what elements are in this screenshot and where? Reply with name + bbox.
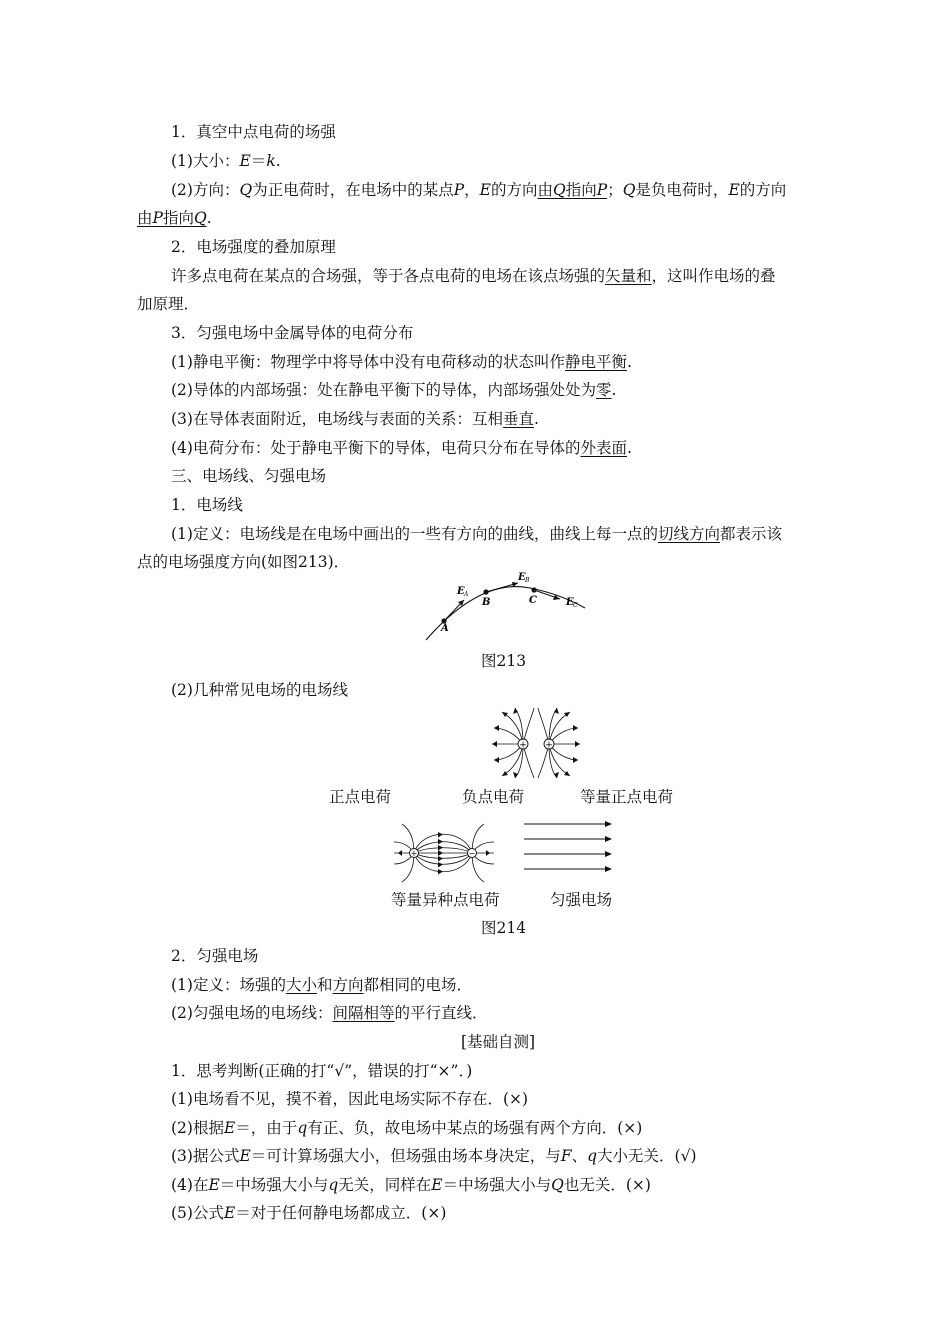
label-c: C — [529, 595, 537, 606]
svg-text:−: − — [468, 849, 476, 858]
svg-text:+: + — [519, 740, 527, 751]
self-test-heading: [基础自测] — [461, 1033, 536, 1051]
equal-positive-charges-diagram — [490, 706, 580, 778]
uniform-definition: (1)定义：场强的大小和方向都相同的电场． — [171, 976, 473, 994]
caption-opposite-charges: 等量异种点电荷 — [391, 891, 500, 909]
heading-superposition: 2．电场强度的叠加原理 — [171, 238, 336, 256]
caption-positive-charge: 正点电荷 — [329, 788, 392, 806]
svg-text:+: + — [545, 740, 553, 751]
superposition-text-cont: 加原理． — [137, 295, 200, 313]
heading-point-charge-field: 1．真空中点电荷的场强 — [171, 123, 336, 141]
judgment-item-1: (1)电场看不见，摸不着，因此电场实际不存在．(×) — [171, 1090, 529, 1108]
figure-213-caption: 图213 — [481, 652, 527, 670]
caption-uniform-field: 匀强电场 — [550, 891, 613, 909]
label-eb: E — [518, 572, 526, 583]
judgment-item-5: (5)公式E＝对于任何静电场都成立．(×) — [171, 1204, 447, 1222]
caption-negative-charge: 负点电荷 — [462, 788, 525, 806]
heading-section-three: 三、电场线、匀强电场 — [171, 467, 327, 485]
charge-distribution-line: (4)电荷分布：处于静电平衡下的导体，电荷只分布在导体的外表面. — [171, 439, 632, 457]
uniform-field-lines: (2)匀强电场的电场线：间隔相等的平行直线． — [171, 1004, 488, 1022]
field-line-definition: (1)定义：电场线是在电场中画出的一些有方向的曲线，曲线上每一点的切线方向都表示该 — [171, 525, 782, 543]
heading-uniform-field: 2．匀强电场 — [171, 947, 259, 965]
direction-line-cont: 由P指向Q. — [137, 209, 212, 227]
opposite-charges-diagram — [392, 822, 496, 884]
figure-213-field-line-diagram — [420, 568, 590, 648]
caption-equal-positive-charges: 等量正点电荷 — [580, 788, 674, 806]
surface-relation-line: (3)在导体表面附近，电场线与表面的关系：互相垂直. — [171, 410, 539, 428]
label-b: B — [482, 597, 491, 608]
judgment-item-4: (4)在E＝中场强大小与q无关，同样在E＝中场强大小与Q也无关．(×) — [171, 1176, 651, 1194]
label-ea: E — [457, 586, 465, 597]
label-ec: E — [566, 597, 574, 608]
judgment-item-2: (2)根据E＝，由于q有正、负，故电场中某点的场强有两个方向．(×) — [171, 1119, 643, 1137]
uniform-field-diagram — [524, 820, 614, 880]
direction-line: (2)方向：Q为正电荷时，在电场中的某点P，E的方向由Q指向P；Q是负电荷时，E的方向 — [171, 181, 787, 199]
figure-214-caption: 图214 — [481, 919, 527, 937]
superposition-text: 许多点电荷在某点的合场强，等于各点电荷的电场在该点场强的矢量和，这叫作电场的叠 — [171, 267, 776, 285]
judgment-item-3: (3)据公式E＝可计算场强大小，但场强由场本身决定，与F、q大小无关．(√) — [171, 1147, 697, 1165]
field-line-definition-cont: 点的电场强度方向(如图213)． — [137, 553, 350, 571]
svg-text:C: C — [573, 602, 578, 609]
heading-field-lines: 1．电场线 — [171, 496, 243, 514]
judgment-instruction: 1．思考判断(正确的打“√”，错误的打“×”．) — [171, 1062, 473, 1080]
magnitude-line: (1)大小：E＝k. — [171, 152, 281, 170]
internal-field-line: (2)导体的内部场强：处在静电平衡下的导体，内部场强处处为零. — [171, 381, 617, 399]
equilibrium-line: (1)静电平衡：物理学中将导体中没有电荷移动的状态叫作静电平衡. — [171, 353, 632, 371]
label-a: A — [441, 623, 449, 634]
common-fields-heading: (2)几种常见电场的电场线 — [171, 681, 348, 699]
svg-text:B: B — [525, 577, 530, 584]
svg-text:A: A — [464, 591, 469, 598]
svg-text:+: + — [410, 849, 418, 858]
heading-conductor-charge: 3．匀强电场中金属导体的电荷分布 — [171, 324, 414, 342]
